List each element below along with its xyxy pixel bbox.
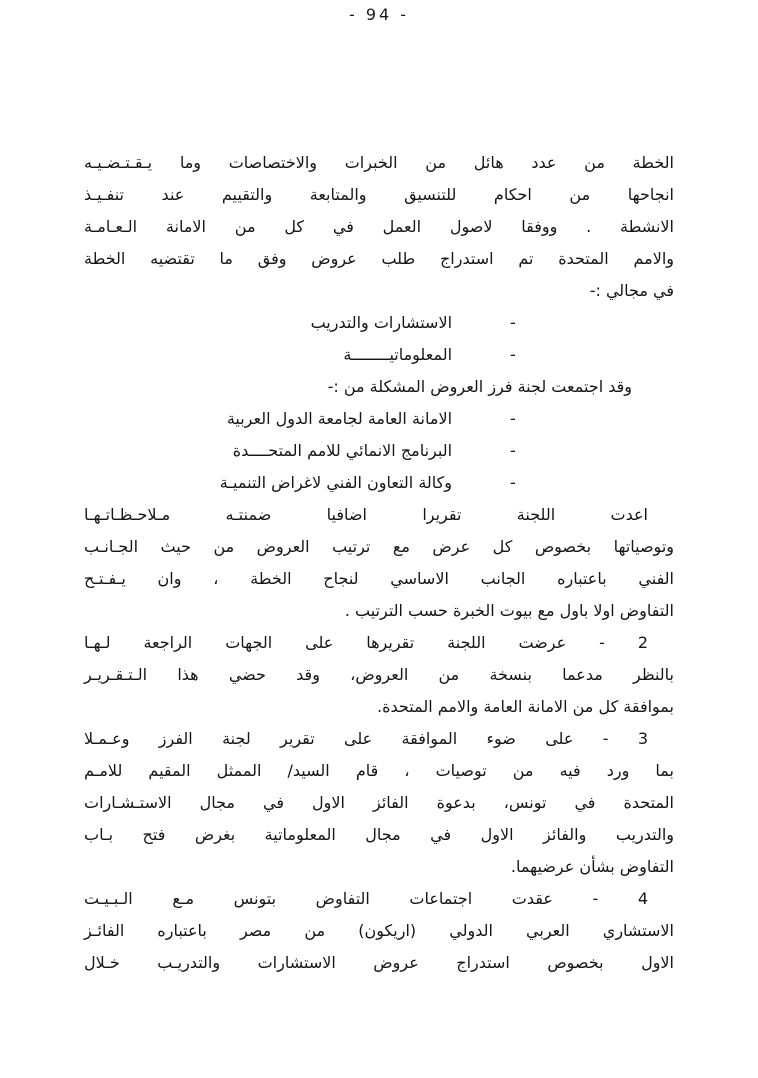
- text-line: 2 - عرضت اللجنة تقريرها على الجهات الراجعة لـهـا: [84, 633, 648, 652]
- text-line: الانشطة . ووفقا لاصول العمل في كل من الامانة الـعـامـة: [84, 217, 674, 236]
- list-item: [84, 435, 674, 467]
- dash-bullet: -: [510, 473, 516, 492]
- text-line: في مجالي :-: [589, 281, 674, 300]
- text-line: المتحدة في تونس، بدعوة الفائز الاول في مجال الاستـشـارات: [84, 793, 674, 812]
- text-line: الاستشاري العربي الدولي (اريكون) من مصر باعتباره الفائـز: [84, 921, 674, 940]
- text-line: والامم المتحدة تم استدراج طلب عروض وفق ما تقتضيه الخطة: [84, 249, 674, 268]
- dash-bullet: -: [510, 409, 516, 428]
- list-item: [84, 467, 674, 499]
- text-line: اعدت اللجنة تقريرا اضافيا ضمنتـه مـلاحـظـاتـهـا: [84, 505, 648, 524]
- text-line: 4 - عقدت اجتماعات التفاوض بتونس مـع الـبـيـت: [84, 889, 648, 908]
- text-line: الخطة من عدد هائل من الخبرات والاختصاصات وما يـقـتـضـيـه: [84, 153, 674, 172]
- list-item: [84, 339, 674, 371]
- list-item-label: البرنامج الانمائي للامم المتحــــدة: [232, 441, 453, 460]
- dash-bullet: -: [510, 441, 516, 460]
- text-line: الاول بخصوص استدراج عروض الاستشارات والتدريـب خـلال: [84, 953, 674, 972]
- list-item-label: الاستشارات والتدريب: [310, 313, 453, 332]
- text-line: وقد اجتمعت لجنة فرز العروض المشكلة من :-: [327, 377, 632, 396]
- text-line: التفاوض اولا باول مع بيوت الخبرة حسب الترتيب .: [344, 601, 674, 620]
- text-line: الفني باعتباره الجانب الاساسي لنجاح الخطة ، وان يـفـتـح: [84, 569, 674, 588]
- text-line: 3 - على ضوء الموافقة على تقرير لجنة الفرز وعـمـلا: [84, 729, 648, 748]
- text-line: التفاوض بشأن عرضيهما.: [510, 857, 674, 876]
- text-line: وتوصياتها بخصوص كل عرض مع ترتيب العروض من حيث الجـانـب: [84, 537, 674, 556]
- text-line: انجاحها من احكام للتنسيق والمتابعة والتقييم عند تنفـيـذ: [84, 185, 674, 204]
- list-item: [84, 307, 674, 339]
- dash-bullet: -: [510, 313, 516, 332]
- list-item-label: الامانة العامة لجامعة الدول العربية: [226, 409, 453, 428]
- document-body: [84, 147, 674, 979]
- page-number: - 94 -: [348, 5, 410, 24]
- dash-bullet: -: [510, 345, 516, 364]
- text-line: بما ورد فيه من توصيات ، قام السيد/ الممثل المقيم للامـم: [84, 761, 674, 780]
- list-item: [84, 403, 674, 435]
- text-line: بالنظر مدعما بنسخة من العروض، وقد حضي هذا الـتـقـريـر: [84, 665, 674, 684]
- list-item-label: المعلوماتيــــــــة: [343, 345, 453, 364]
- text-line: بموافقة كل من الامانة العامة والامم المتحدة.: [377, 697, 674, 716]
- text-line: والتدريب والفائز الاول في مجال المعلوماتية بغرض فتح بـاب: [84, 825, 674, 844]
- list-item-label: وكالة التعاون الفني لاغراض التنميـة: [219, 473, 453, 492]
